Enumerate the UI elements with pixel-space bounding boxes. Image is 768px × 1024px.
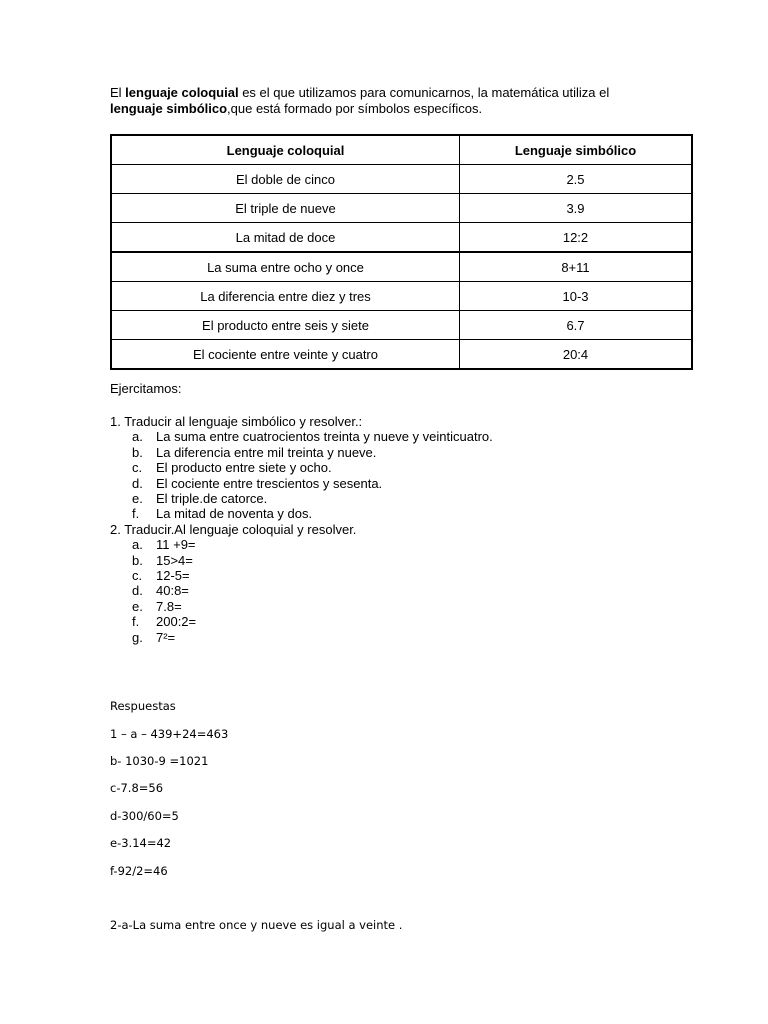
exercise-list <box>110 414 710 645</box>
intro-text: El <box>110 85 126 100</box>
table-cell: La suma entre ocho y once <box>111 252 460 282</box>
answer-line: e-3.14=42 <box>110 836 172 850</box>
table-cell: La mitad de doce <box>111 223 460 253</box>
table-cell: 2.5 <box>460 165 693 194</box>
question-title: 1. Traducir al lenguaje simbólico y resolver.: <box>110 414 363 429</box>
list-item <box>110 537 710 552</box>
list-item <box>110 491 710 506</box>
item-text: 7.8= <box>156 598 182 614</box>
table-row <box>111 165 692 194</box>
list-item <box>110 599 710 614</box>
table-cell: 10-3 <box>460 282 693 311</box>
item-text: 15>4= <box>156 552 193 568</box>
list-item <box>110 553 710 568</box>
answer-line: f-92/2=46 <box>110 864 168 878</box>
list-item <box>110 429 710 444</box>
intro-text: es el que utilizamos para comunicarnos, la matemática utiliza el <box>238 85 610 100</box>
table-cell: 20:4 <box>460 340 693 370</box>
table-cell: 8+11 <box>460 252 693 282</box>
item-marker: b. <box>132 444 143 460</box>
item-text: 7²= <box>156 629 176 645</box>
answer-line: 2-a-La suma entre once y nueve es igual a veinte . <box>110 918 403 932</box>
item-text: El cociente entre trescientos y sesenta. <box>156 475 383 491</box>
question-title: 2. Traducir.Al lenguaje coloquial y resolver. <box>110 521 357 537</box>
exercise-title: Ejercitamos: <box>110 381 182 396</box>
item-text: El triple.de catorce. <box>156 491 268 507</box>
table-row <box>111 252 692 282</box>
table-cell: El triple de nueve <box>111 194 460 223</box>
table-cell: El producto entre seis y siete <box>111 311 460 340</box>
table-row <box>111 282 692 311</box>
answer-line: 1 – a – 439+24=463 <box>110 727 229 741</box>
table-row <box>111 311 692 340</box>
item-marker: b. <box>132 552 143 568</box>
answer-line: b- 1030-9 =1021 <box>110 754 209 768</box>
item-text: La diferencia entre mil treinta y nueve. <box>156 444 377 460</box>
item-marker: d. <box>132 475 143 491</box>
list-item <box>110 460 710 475</box>
intro-bold-term: lenguaje simbólico <box>110 101 228 116</box>
item-marker: a. <box>132 429 143 445</box>
item-text: El producto entre siete y ocho. <box>156 460 332 476</box>
item-text: La mitad de noventa y dos. <box>156 506 313 522</box>
item-marker: f. <box>132 614 140 630</box>
answer-line: c-7.8=56 <box>110 781 164 795</box>
question-items <box>110 537 710 645</box>
list-item <box>110 476 710 491</box>
item-marker: c. <box>132 460 143 476</box>
table-header-cell: Lenguaje simbólico <box>460 135 693 165</box>
item-marker: e. <box>132 598 143 614</box>
list-item <box>110 630 710 645</box>
table-row <box>111 194 692 223</box>
table-cell: La diferencia entre diez y tres <box>111 282 460 311</box>
table-cell: El doble de cinco <box>111 165 460 194</box>
list-item <box>110 445 710 460</box>
item-marker: d. <box>132 583 143 599</box>
table-header-cell: Lenguaje coloquial <box>111 135 460 165</box>
list-item <box>110 614 710 629</box>
list-item <box>110 568 710 583</box>
item-text: 200:2= <box>156 614 197 630</box>
item-text: 40:8= <box>156 583 189 599</box>
intro-text: ,que está formado por símbolos específicos. <box>227 101 483 116</box>
list-item <box>110 583 710 598</box>
intro-bold-term: lenguaje coloquial <box>125 85 239 100</box>
language-table <box>110 134 693 370</box>
table-header-row <box>111 135 692 165</box>
answer-line: d-300/60=5 <box>110 809 179 823</box>
item-marker: f. <box>132 506 140 522</box>
table-cell: 6.7 <box>460 311 693 340</box>
item-text: La suma entre cuatrocientos treinta y nueve y veinticuatro. <box>156 429 493 445</box>
item-text: 12-5= <box>156 568 190 584</box>
intro-paragraph <box>110 85 690 117</box>
table-cell: 12:2 <box>460 223 693 253</box>
table-row <box>111 223 692 253</box>
item-marker: e. <box>132 491 143 507</box>
question-items <box>110 429 710 521</box>
table-cell: El cociente entre veinte y cuatro <box>111 340 460 370</box>
table-row <box>111 340 692 370</box>
item-marker: c. <box>132 568 143 584</box>
item-marker: g. <box>132 629 143 645</box>
table-cell: 3.9 <box>460 194 693 223</box>
answers-title: Respuestas <box>110 699 176 713</box>
item-marker: a. <box>132 537 143 553</box>
list-item <box>110 506 710 521</box>
item-text: 11 +9= <box>156 537 196 553</box>
